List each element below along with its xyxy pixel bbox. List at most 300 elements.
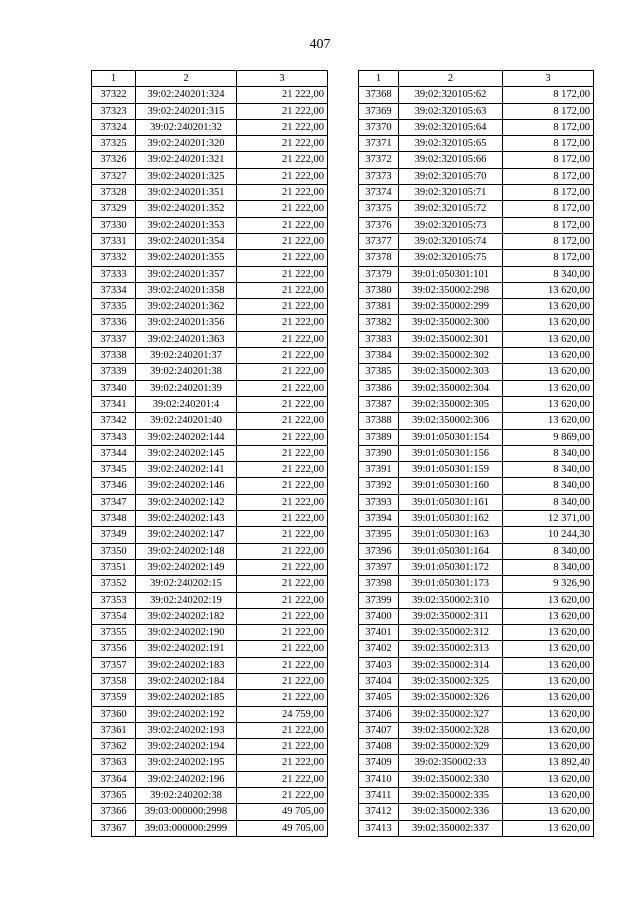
row-number-cell: 37393 [359, 494, 399, 510]
value-cell: 21 222,00 [237, 641, 328, 657]
cadastral-number-cell: 39:02:240202:191 [136, 641, 237, 657]
cadastral-number-cell: 39:02:320105:73 [399, 217, 503, 233]
cadastral-number-cell: 39:02:240202:146 [136, 478, 237, 494]
value-cell: 13 620,00 [503, 771, 594, 787]
value-cell: 21 222,00 [237, 657, 328, 673]
table-row [359, 119, 594, 135]
value-cell: 8 340,00 [503, 478, 594, 494]
table-row [92, 445, 328, 461]
table-row [92, 820, 328, 836]
value-cell: 13 620,00 [503, 592, 594, 608]
row-number-cell: 37324 [92, 119, 136, 135]
table-row [359, 233, 594, 249]
value-cell: 21 222,00 [237, 494, 328, 510]
row-number-cell: 37325 [92, 136, 136, 152]
cadastral-number-cell: 39:01:050301:161 [399, 494, 503, 510]
row-number-cell: 37354 [92, 608, 136, 624]
cadastral-number-cell: 39:02:350002:313 [399, 641, 503, 657]
page-number: 407 [309, 37, 331, 52]
cadastral-number-cell: 39:02:240201:315 [136, 103, 237, 119]
value-cell: 13 620,00 [503, 804, 594, 820]
cadastral-number-cell: 39:02:320105:74 [399, 233, 503, 249]
row-number-cell: 37389 [359, 429, 399, 445]
value-cell: 10 244,30 [503, 527, 594, 543]
cadastral-number-cell: 39:03:000000:2998 [136, 804, 237, 820]
row-number-cell: 37340 [92, 380, 136, 396]
row-number-cell: 37347 [92, 494, 136, 510]
cadastral-number-cell: 39:02:350002:304 [399, 380, 503, 396]
table-row [359, 364, 594, 380]
right-table [358, 70, 594, 837]
cadastral-number-cell: 39:02:240201:362 [136, 299, 237, 315]
row-number-cell: 37362 [92, 739, 136, 755]
table-row [359, 413, 594, 429]
row-number-cell: 37376 [359, 217, 399, 233]
cadastral-number-cell: 39:02:350002:301 [399, 331, 503, 347]
cadastral-number-cell: 39:02:240201:354 [136, 233, 237, 249]
value-cell: 8 172,00 [503, 119, 594, 135]
cadastral-number-cell: 39:02:240201:39 [136, 380, 237, 396]
row-number-cell: 37322 [92, 87, 136, 103]
cadastral-number-cell: 39:02:320105:71 [399, 185, 503, 201]
cadastral-number-cell: 39:02:240202:190 [136, 625, 237, 641]
cadastral-number-cell: 39:02:320105:66 [399, 152, 503, 168]
row-number-cell: 37391 [359, 462, 399, 478]
table-row [92, 168, 328, 184]
table-row [359, 331, 594, 347]
table-row [92, 266, 328, 282]
row-number-cell: 37404 [359, 673, 399, 689]
cadastral-number-cell: 39:02:240201:325 [136, 168, 237, 184]
row-number-cell: 37405 [359, 690, 399, 706]
table-row [359, 348, 594, 364]
table-row [92, 576, 328, 592]
table-row [359, 543, 594, 559]
table-row [359, 657, 594, 673]
row-number-cell: 37408 [359, 739, 399, 755]
row-number-cell: 37410 [359, 771, 399, 787]
value-cell: 13 620,00 [503, 348, 594, 364]
row-number-cell: 37361 [92, 722, 136, 738]
value-cell: 21 222,00 [237, 282, 328, 298]
value-cell: 21 222,00 [237, 429, 328, 445]
row-number-cell: 37344 [92, 445, 136, 461]
value-cell: 21 222,00 [237, 152, 328, 168]
value-cell: 8 172,00 [503, 201, 594, 217]
row-number-cell: 37387 [359, 396, 399, 412]
row-number-cell: 37367 [92, 820, 136, 836]
value-cell: 13 620,00 [503, 315, 594, 331]
table-row [359, 266, 594, 282]
cadastral-number-cell: 39:01:050301:101 [399, 266, 503, 282]
column-header: 3 [503, 71, 594, 87]
value-cell: 24 759,00 [237, 706, 328, 722]
table-row [359, 625, 594, 641]
table-row [92, 87, 328, 103]
table-row [359, 136, 594, 152]
row-number-cell: 37368 [359, 87, 399, 103]
header-row [359, 71, 594, 87]
row-number-cell: 37384 [359, 348, 399, 364]
cadastral-number-cell: 39:02:240201:320 [136, 136, 237, 152]
row-number-cell: 37360 [92, 706, 136, 722]
row-number-cell: 37385 [359, 364, 399, 380]
value-cell: 8 172,00 [503, 152, 594, 168]
table-row [359, 152, 594, 168]
table-row [359, 559, 594, 575]
cadastral-number-cell: 39:02:240201:357 [136, 266, 237, 282]
row-number-cell: 37364 [92, 771, 136, 787]
cadastral-number-cell: 39:02:350002:300 [399, 315, 503, 331]
cadastral-number-cell: 39:02:240202:184 [136, 673, 237, 689]
value-cell: 21 222,00 [237, 299, 328, 315]
table-row [92, 527, 328, 543]
table-row [92, 722, 328, 738]
table-row [359, 315, 594, 331]
cadastral-number-cell: 39:02:240201:352 [136, 201, 237, 217]
row-number-cell: 37374 [359, 185, 399, 201]
table-row [92, 364, 328, 380]
table-row [359, 722, 594, 738]
row-number-cell: 37394 [359, 511, 399, 527]
row-number-cell: 37323 [92, 103, 136, 119]
row-number-cell: 37365 [92, 788, 136, 804]
cadastral-number-cell: 39:01:050301:159 [399, 462, 503, 478]
value-cell: 13 620,00 [503, 739, 594, 755]
row-number-cell: 37363 [92, 755, 136, 771]
table-row [92, 185, 328, 201]
row-number-cell: 37352 [92, 576, 136, 592]
value-cell: 21 222,00 [237, 445, 328, 461]
value-cell: 8 172,00 [503, 103, 594, 119]
table-row [92, 641, 328, 657]
cadastral-number-cell: 39:02:240202:196 [136, 771, 237, 787]
row-number-cell: 37390 [359, 445, 399, 461]
row-number-cell: 37375 [359, 201, 399, 217]
row-number-cell: 37333 [92, 266, 136, 282]
cadastral-number-cell: 39:02:240202:147 [136, 527, 237, 543]
cadastral-number-cell: 39:01:050301:162 [399, 511, 503, 527]
value-cell: 21 222,00 [237, 788, 328, 804]
cadastral-number-cell: 39:02:350002:303 [399, 364, 503, 380]
value-cell: 21 222,00 [237, 315, 328, 331]
cadastral-number-cell: 39:02:240202:19 [136, 592, 237, 608]
value-cell: 8 340,00 [503, 543, 594, 559]
row-number-cell: 37369 [359, 103, 399, 119]
row-number-cell: 37377 [359, 233, 399, 249]
value-cell: 21 222,00 [237, 771, 328, 787]
value-cell: 13 620,00 [503, 625, 594, 641]
value-cell: 21 222,00 [237, 755, 328, 771]
table-row [359, 185, 594, 201]
table-row [359, 690, 594, 706]
row-number-cell: 37342 [92, 413, 136, 429]
row-number-cell: 37370 [359, 119, 399, 135]
table-row [92, 543, 328, 559]
column-header: 3 [237, 71, 328, 87]
cadastral-number-cell: 39:02:240201:4 [136, 396, 237, 412]
value-cell: 8 340,00 [503, 559, 594, 575]
value-cell: 8 172,00 [503, 233, 594, 249]
row-number-cell: 37329 [92, 201, 136, 217]
cadastral-number-cell: 39:02:240202:194 [136, 739, 237, 755]
header-row [92, 71, 328, 87]
value-cell: 8 172,00 [503, 185, 594, 201]
row-number-cell: 37355 [92, 625, 136, 641]
table-row [92, 348, 328, 364]
table-row [92, 690, 328, 706]
row-number-cell: 37379 [359, 266, 399, 282]
cadastral-number-cell: 39:02:350002:328 [399, 722, 503, 738]
row-number-cell: 37380 [359, 282, 399, 298]
value-cell: 13 620,00 [503, 820, 594, 836]
column-header: 2 [399, 71, 503, 87]
cadastral-number-cell: 39:02:320105:63 [399, 103, 503, 119]
cadastral-number-cell: 39:02:320105:62 [399, 87, 503, 103]
value-cell: 21 222,00 [237, 201, 328, 217]
row-number-cell: 37411 [359, 788, 399, 804]
table-row [92, 299, 328, 315]
value-cell: 8 172,00 [503, 217, 594, 233]
table-row [92, 755, 328, 771]
cadastral-number-cell: 39:02:320105:75 [399, 250, 503, 266]
cadastral-number-cell: 39:01:050301:156 [399, 445, 503, 461]
table-row [92, 396, 328, 412]
value-cell: 21 222,00 [237, 168, 328, 184]
row-number-cell: 37371 [359, 136, 399, 152]
cadastral-number-cell: 39:02:350002:329 [399, 739, 503, 755]
table-row [92, 494, 328, 510]
cadastral-number-cell: 39:01:050301:164 [399, 543, 503, 559]
table-row [92, 592, 328, 608]
cadastral-number-cell: 39:02:240202:193 [136, 722, 237, 738]
cadastral-number-cell: 39:02:350002:326 [399, 690, 503, 706]
row-number-cell: 37357 [92, 657, 136, 673]
value-cell: 49 705,00 [237, 804, 328, 820]
value-cell: 21 222,00 [237, 559, 328, 575]
row-number-cell: 37373 [359, 168, 399, 184]
cadastral-number-cell: 39:02:240201:356 [136, 315, 237, 331]
value-cell: 21 222,00 [237, 511, 328, 527]
value-cell: 21 222,00 [237, 673, 328, 689]
value-cell: 13 620,00 [503, 788, 594, 804]
row-number-cell: 37399 [359, 592, 399, 608]
table-row [92, 152, 328, 168]
row-number-cell: 37350 [92, 543, 136, 559]
row-number-cell: 37403 [359, 657, 399, 673]
cadastral-number-cell: 39:02:240202:185 [136, 690, 237, 706]
cadastral-number-cell: 39:02:350002:310 [399, 592, 503, 608]
value-cell: 13 620,00 [503, 299, 594, 315]
row-number-cell: 37383 [359, 331, 399, 347]
row-number-cell: 37388 [359, 413, 399, 429]
value-cell: 21 222,00 [237, 527, 328, 543]
table-row [92, 771, 328, 787]
table-row [92, 462, 328, 478]
table-row [92, 119, 328, 135]
cadastral-number-cell: 39:02:350002:330 [399, 771, 503, 787]
row-number-cell: 37346 [92, 478, 136, 494]
table-row [359, 168, 594, 184]
table-row [359, 592, 594, 608]
value-cell: 8 340,00 [503, 445, 594, 461]
table-row [359, 478, 594, 494]
table-row [92, 673, 328, 689]
table-row [359, 804, 594, 820]
value-cell: 8 172,00 [503, 168, 594, 184]
cadastral-number-cell: 39:02:240202:142 [136, 494, 237, 510]
table-row [92, 788, 328, 804]
row-number-cell: 37330 [92, 217, 136, 233]
value-cell: 21 222,00 [237, 690, 328, 706]
table-row [359, 380, 594, 396]
cadastral-number-cell: 39:01:050301:154 [399, 429, 503, 445]
row-number-cell: 37348 [92, 511, 136, 527]
cadastral-number-cell: 39:02:240201:358 [136, 282, 237, 298]
value-cell: 21 222,00 [237, 478, 328, 494]
value-cell: 21 222,00 [237, 136, 328, 152]
row-number-cell: 37392 [359, 478, 399, 494]
row-number-cell: 37328 [92, 185, 136, 201]
row-number-cell: 37327 [92, 168, 136, 184]
cadastral-number-cell: 39:02:350002:299 [399, 299, 503, 315]
table-row [92, 250, 328, 266]
value-cell: 21 222,00 [237, 185, 328, 201]
cadastral-number-cell: 39:02:240201:321 [136, 152, 237, 168]
cadastral-number-cell: 39:02:240201:40 [136, 413, 237, 429]
cadastral-number-cell: 39:02:240202:15 [136, 576, 237, 592]
table-row [92, 559, 328, 575]
row-number-cell: 37413 [359, 820, 399, 836]
cadastral-number-cell: 39:02:240201:38 [136, 364, 237, 380]
cadastral-number-cell: 39:02:240202:141 [136, 462, 237, 478]
row-number-cell: 37407 [359, 722, 399, 738]
table-row [92, 233, 328, 249]
cadastral-number-cell: 39:02:240201:37 [136, 348, 237, 364]
table-row [92, 429, 328, 445]
table-row [359, 201, 594, 217]
row-number-cell: 37381 [359, 299, 399, 315]
value-cell: 21 222,00 [237, 739, 328, 755]
cadastral-number-cell: 39:02:240202:149 [136, 559, 237, 575]
table-row [359, 462, 594, 478]
cadastral-number-cell: 39:02:350002:306 [399, 413, 503, 429]
cadastral-number-cell: 39:01:050301:173 [399, 576, 503, 592]
cadastral-number-cell: 39:02:240202:192 [136, 706, 237, 722]
value-cell: 13 620,00 [503, 722, 594, 738]
cadastral-number-cell: 39:02:350002:311 [399, 608, 503, 624]
value-cell: 21 222,00 [237, 413, 328, 429]
value-cell: 21 222,00 [237, 250, 328, 266]
value-cell: 21 222,00 [237, 396, 328, 412]
table-row [92, 657, 328, 673]
table-row [92, 103, 328, 119]
value-cell: 21 222,00 [237, 87, 328, 103]
value-cell: 13 620,00 [503, 331, 594, 347]
cadastral-number-cell: 39:02:240201:351 [136, 185, 237, 201]
row-number-cell: 37372 [359, 152, 399, 168]
table-row [359, 788, 594, 804]
table-row [92, 608, 328, 624]
value-cell: 9 326,90 [503, 576, 594, 592]
cadastral-number-cell: 39:02:240201:353 [136, 217, 237, 233]
left-table [91, 70, 328, 837]
table-row [92, 478, 328, 494]
cadastral-number-cell: 39:02:240201:355 [136, 250, 237, 266]
table-row [92, 315, 328, 331]
value-cell: 13 620,00 [503, 690, 594, 706]
value-cell: 21 222,00 [237, 592, 328, 608]
row-number-cell: 37396 [359, 543, 399, 559]
table-row [359, 445, 594, 461]
table-row [92, 380, 328, 396]
value-cell: 13 892,40 [503, 755, 594, 771]
table-row [359, 299, 594, 315]
table-row [359, 282, 594, 298]
cadastral-number-cell: 39:02:240202:145 [136, 445, 237, 461]
cadastral-number-cell: 39:02:320105:65 [399, 136, 503, 152]
table-row [359, 576, 594, 592]
value-cell: 21 222,00 [237, 576, 328, 592]
value-cell: 13 620,00 [503, 413, 594, 429]
row-number-cell: 37398 [359, 576, 399, 592]
table-row [359, 739, 594, 755]
row-number-cell: 37400 [359, 608, 399, 624]
table-row [359, 673, 594, 689]
row-number-cell: 37359 [92, 690, 136, 706]
cadastral-number-cell: 39:02:350002:305 [399, 396, 503, 412]
value-cell: 13 620,00 [503, 706, 594, 722]
table-row [359, 103, 594, 119]
cadastral-number-cell: 39:02:350002:335 [399, 788, 503, 804]
value-cell: 9 869,00 [503, 429, 594, 445]
row-number-cell: 37397 [359, 559, 399, 575]
value-cell: 8 172,00 [503, 87, 594, 103]
value-cell: 21 222,00 [237, 233, 328, 249]
cadastral-number-cell: 39:02:350002:336 [399, 804, 503, 820]
cadastral-number-cell: 39:02:350002:337 [399, 820, 503, 836]
row-number-cell: 37351 [92, 559, 136, 575]
value-cell: 13 620,00 [503, 673, 594, 689]
cadastral-number-cell: 39:02:350002:312 [399, 625, 503, 641]
row-number-cell: 37332 [92, 250, 136, 266]
column-header: 1 [359, 71, 399, 87]
cadastral-number-cell: 39:02:350002:302 [399, 348, 503, 364]
value-cell: 13 620,00 [503, 282, 594, 298]
cadastral-number-cell: 39:02:320105:64 [399, 119, 503, 135]
table-row [359, 494, 594, 510]
row-number-cell: 37409 [359, 755, 399, 771]
value-cell: 13 620,00 [503, 364, 594, 380]
table-row [359, 87, 594, 103]
row-number-cell: 37378 [359, 250, 399, 266]
value-cell: 13 620,00 [503, 608, 594, 624]
value-cell: 21 222,00 [237, 625, 328, 641]
cadastral-number-cell: 39:02:350002:327 [399, 706, 503, 722]
table-row [92, 136, 328, 152]
row-number-cell: 37345 [92, 462, 136, 478]
row-number-cell: 37366 [92, 804, 136, 820]
row-number-cell: 37337 [92, 331, 136, 347]
row-number-cell: 37412 [359, 804, 399, 820]
table-row [359, 396, 594, 412]
row-number-cell: 37334 [92, 282, 136, 298]
value-cell: 21 222,00 [237, 608, 328, 624]
value-cell: 8 340,00 [503, 462, 594, 478]
table-row [359, 217, 594, 233]
value-cell: 21 222,00 [237, 103, 328, 119]
value-cell: 21 222,00 [237, 348, 328, 364]
